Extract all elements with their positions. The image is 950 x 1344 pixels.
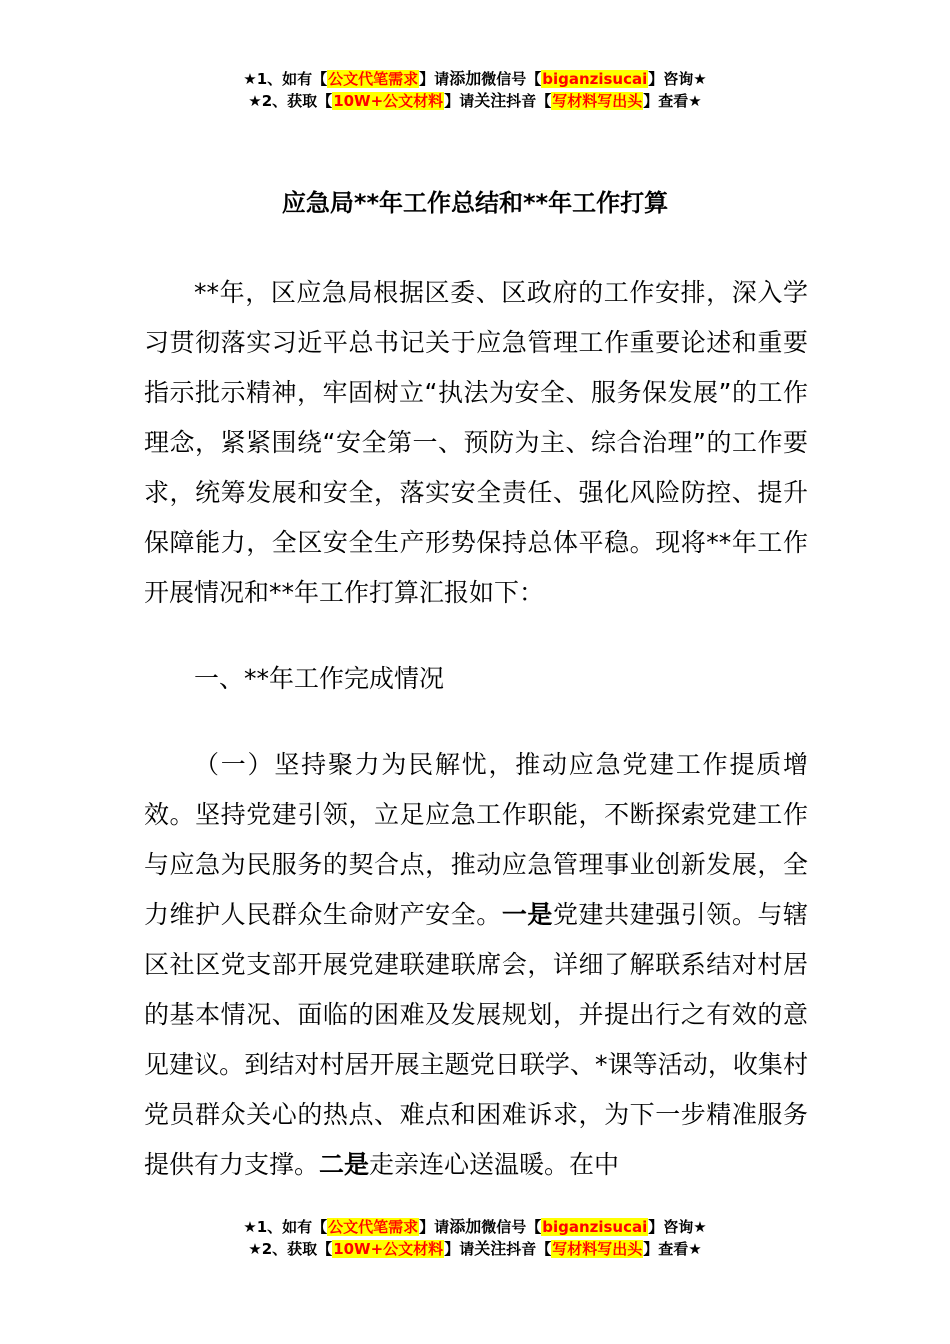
promo-highlight: 10W+公文材料 bbox=[333, 1240, 444, 1258]
promo-text: 微信号【 bbox=[481, 70, 542, 88]
promo-text: 】咨询★ bbox=[648, 70, 707, 88]
promo-banner-bottom bbox=[0, 1216, 950, 1260]
promo-line-1 bbox=[0, 68, 950, 90]
promo-line-2 bbox=[0, 1238, 950, 1260]
intro-paragraph: **年，区应急局根据区委、区政府的工作安排，深入学习贯彻落实习近平总书记关于应急管理工作重要论述和重要指示批示精神，牢固树立“执法为安全、服务保发展”的工作理念，紧紧围绕“安全第一、预防为主、综合治理”的工作要求，统筹发展和安全，落实安全责任、强化风险防控、提升保障能力，全区安全生产形势保持总体平稳。现将**年工作开展情况和**年工作打算汇报如下： bbox=[144, 278, 808, 607]
promo-text: 】请 bbox=[444, 92, 475, 110]
promo-douyin-id: 写材料写出头 bbox=[552, 92, 643, 110]
promo-text: 】请 bbox=[419, 70, 450, 88]
promo-text: 】咨询★ bbox=[648, 1218, 707, 1236]
promo-text: 】查看★ bbox=[643, 92, 702, 110]
promo-wechat-id: biganzisucai bbox=[542, 70, 648, 88]
promo-banner-top bbox=[0, 68, 950, 112]
promo-emphasis: 添加 bbox=[449, 1217, 482, 1236]
document-title: 应急局**年工作总结和**年工作打算 bbox=[281, 189, 669, 217]
section-heading: 一、**年工作完成情况 bbox=[194, 664, 445, 693]
promo-highlight: 10W+公文材料 bbox=[333, 92, 444, 110]
promo-text: 微信号【 bbox=[481, 1218, 542, 1236]
promo-text: ★2、获取【 bbox=[248, 92, 333, 110]
promo-douyin-id: 写材料写出头 bbox=[552, 1240, 643, 1258]
paragraph-text: 走亲连心送温暖。在中 bbox=[369, 1150, 620, 1179]
paragraph-text: 党建共建强引领。与辖区社区党支部开展党建联建联席会，详细了解联系结对村居的基本情况、面临的困难及发展规划，并提出行之有效的意见建议。到结对村居开展主题党日联学、*课等活动，收集村党员群众关心的热点、难点和困难诉求，为下一步精准服务提供有力支撑。 bbox=[144, 900, 808, 1179]
document-body bbox=[144, 268, 808, 1190]
promo-text: ★1、如有【 bbox=[243, 70, 328, 88]
promo-emphasis: 关注 bbox=[474, 91, 507, 110]
promo-wechat-id: biganzisucai bbox=[542, 1218, 648, 1236]
promo-text: 抖音【 bbox=[506, 1240, 552, 1258]
promo-emphasis: 关注 bbox=[474, 1239, 507, 1258]
promo-text: ★1、如有【 bbox=[243, 1218, 328, 1236]
promo-highlight: 公文代笔需求 bbox=[328, 70, 419, 88]
point-marker-2: 二是 bbox=[319, 1150, 370, 1179]
promo-line-2 bbox=[0, 90, 950, 112]
promo-text: 】查看★ bbox=[643, 1240, 702, 1258]
subsection-paragraph bbox=[144, 740, 808, 1190]
promo-highlight: 公文代笔需求 bbox=[328, 1218, 419, 1236]
point-marker-1: 一是 bbox=[501, 900, 553, 929]
promo-text: 抖音【 bbox=[506, 92, 552, 110]
promo-emphasis: 添加 bbox=[449, 69, 482, 88]
promo-line-1 bbox=[0, 1216, 950, 1238]
promo-text: 】请 bbox=[444, 1240, 475, 1258]
paragraph-text: （一）坚持聚力为民解忧，推动应急党建工作提质增效。坚持党建引领，立足应急工作职能，不断探索党建工作与应急为民服务的契合点，推动应急管理事业创新发展，全力维护人民群众生命财产安全。 bbox=[144, 750, 808, 929]
promo-text: 】请 bbox=[419, 1218, 450, 1236]
promo-text: ★2、获取【 bbox=[248, 1240, 333, 1258]
